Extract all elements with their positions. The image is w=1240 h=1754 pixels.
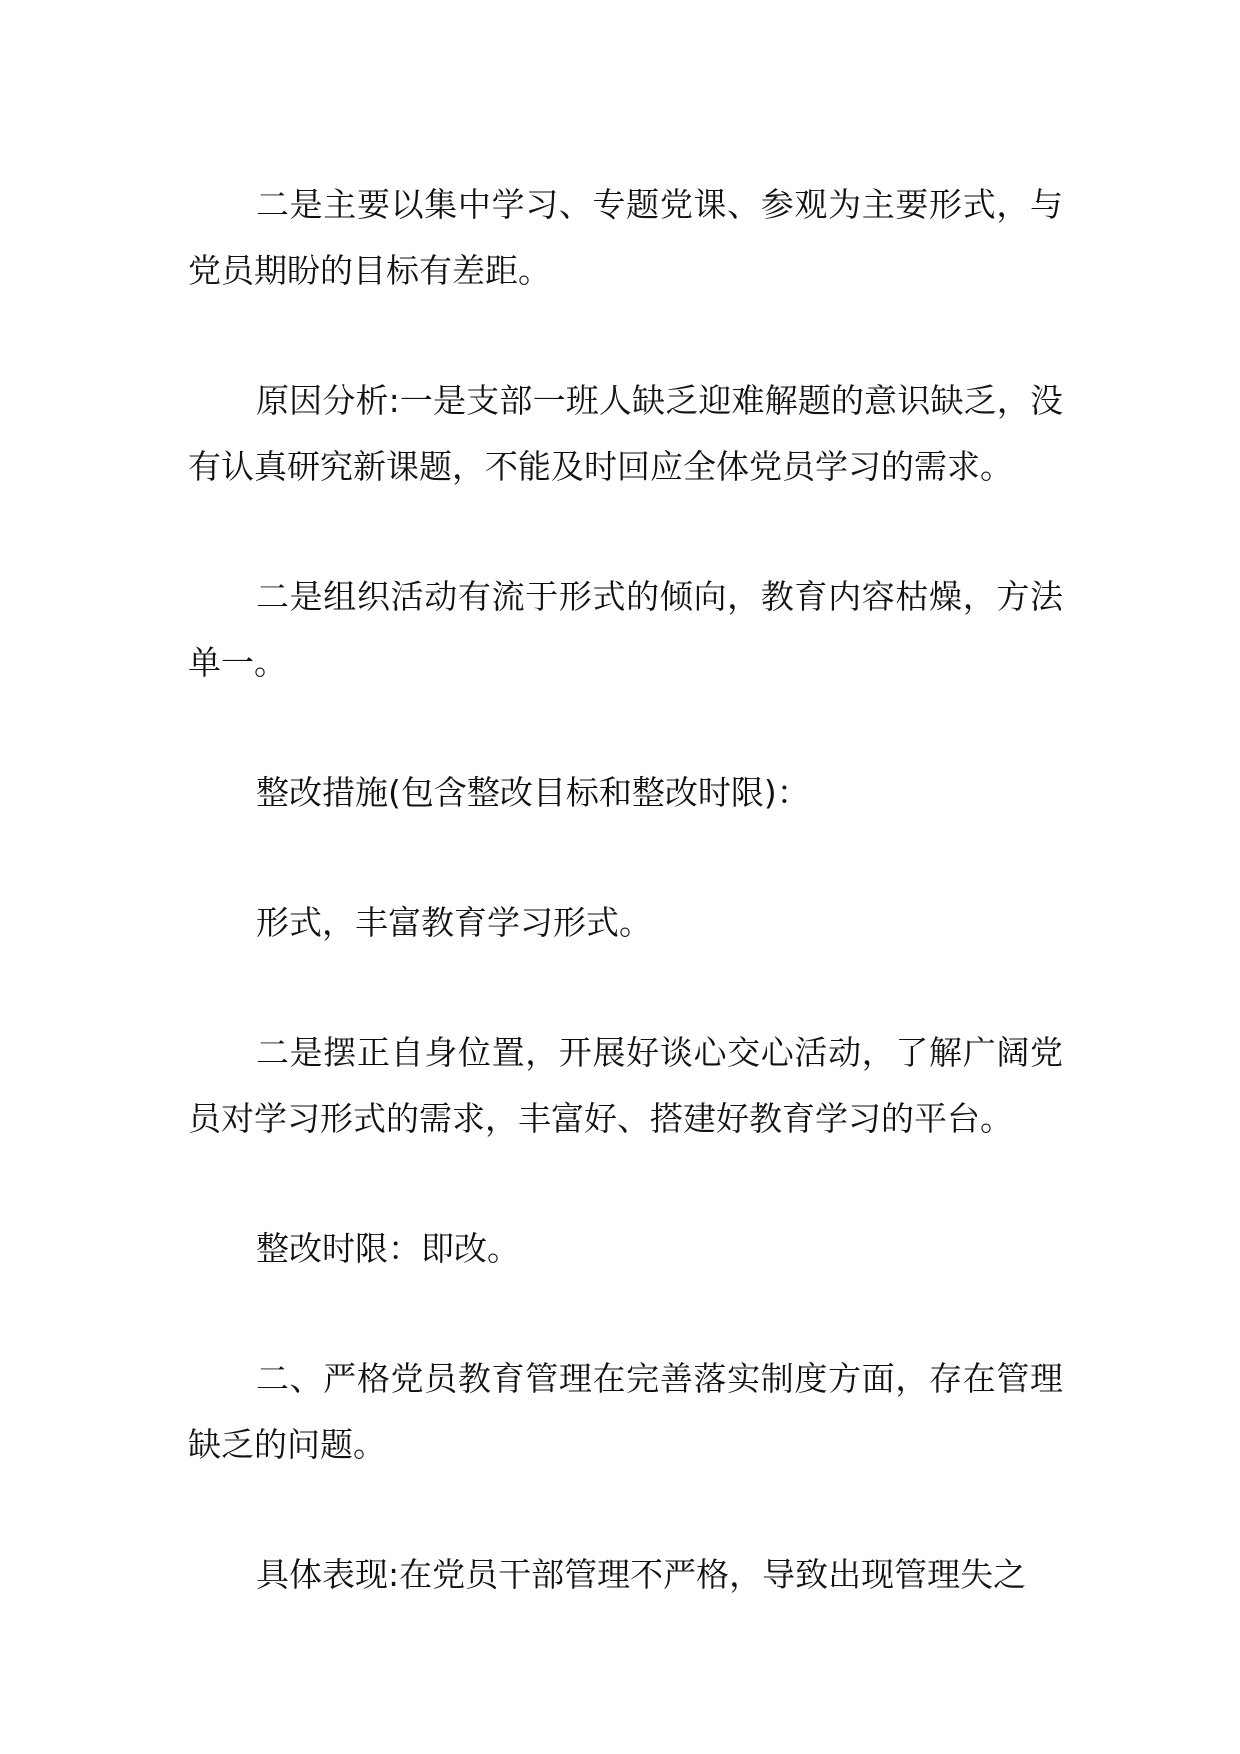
paragraph: 整改措施(包含整改目标和整改时限)： bbox=[256, 773, 810, 812]
paragraph: 具体表现:在党员干部管理不严格，导致出现管理失之 bbox=[256, 1555, 1027, 1594]
paragraph: 二是组织活动有流于形式的倾向，教育内容枯燥，方法单一。 bbox=[188, 577, 1063, 682]
paragraph: 二是主要以集中学习、专题党课、参观为主要形式，与党员期盼的目标有差距。 bbox=[188, 185, 1063, 290]
paragraph: 二、严格党员教育管理在完善落实制度方面，存在管理缺乏的问题。 bbox=[188, 1359, 1063, 1464]
document-body bbox=[188, 172, 1063, 1672]
paragraph: 整改时限：即改。 bbox=[256, 1229, 520, 1268]
paragraph: 形式，丰富教育学习形式。 bbox=[256, 903, 652, 942]
paragraph: 二是摆正自身位置，开展好谈心交心活动，了解广阔党员对学习形式的需求，丰富好、搭建好教育学习的平台。 bbox=[188, 1033, 1063, 1138]
paragraph: 原因分析:一是支部一班人缺乏迎难解题的意识缺乏，没有认真研究新课题，不能及时回应全体党员学习的需求。 bbox=[188, 381, 1063, 486]
